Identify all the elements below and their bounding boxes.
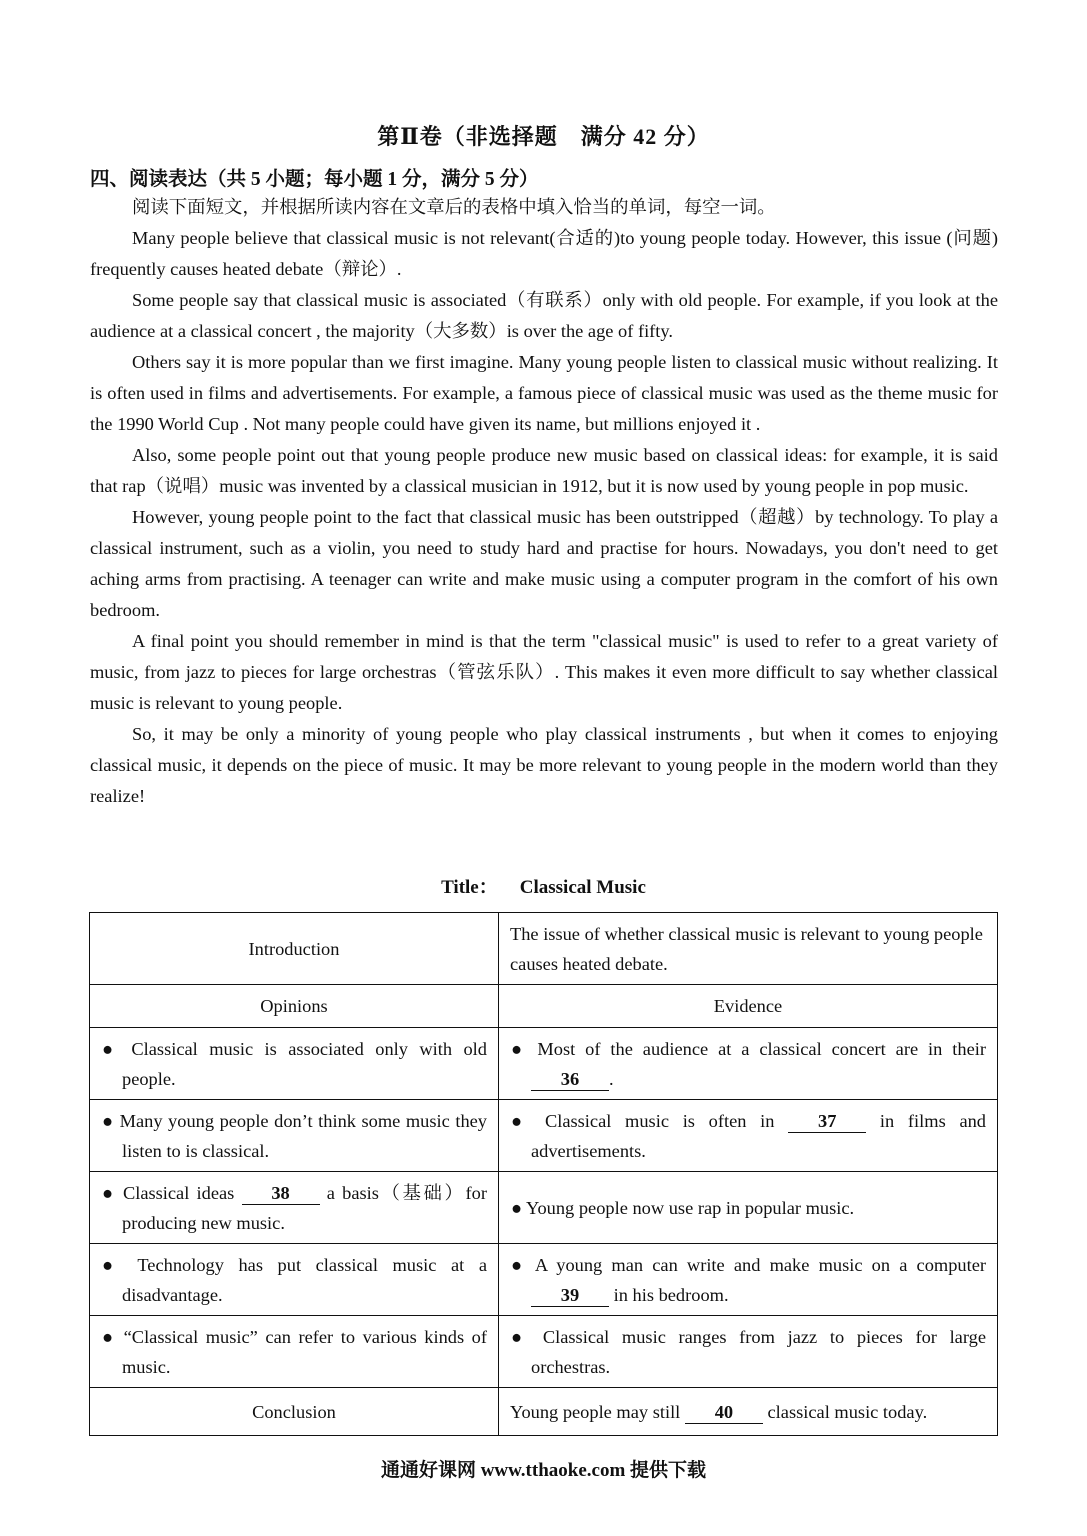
- opinion-text: Technology has put classical music at a disadvantage.: [122, 1254, 488, 1305]
- instructions: 阅读下面短文，并根据所读内容在文章后的表格中填入恰当的单词，每空一词。: [132, 197, 776, 217]
- conclusion-text: classical music today.: [767, 1401, 928, 1422]
- evidence-text: A young man can write and make music on a computer: [534, 1254, 986, 1275]
- paragraph: So, it may be only a minority of young people who play classical instruments , but when it comes to enjoying classical music, it depends on the piece of music. It may be more relevant to young people in the modern world than they realize!: [90, 724, 998, 806]
- paragraph: Some people say that classical music is associated（有联系）only with old people. For example, if you look at the audience at a classical concert , the majority（大多数）is over the age of fifty.: [90, 290, 998, 341]
- evidence-cell: [499, 1028, 998, 1100]
- evidence-text: Young people now use rap in popular music.: [526, 1197, 855, 1218]
- answer-blank-37[interactable]: 37: [788, 1110, 866, 1133]
- opinion-cell: [90, 1172, 499, 1244]
- opinion-cell: [90, 1100, 499, 1172]
- opinion-cell: [90, 1316, 499, 1388]
- bullet-icon: ●: [511, 1038, 528, 1059]
- table-row: [90, 1244, 998, 1316]
- table-row: [90, 1316, 998, 1388]
- outline-table: [89, 912, 998, 1436]
- evidence-header: Evidence: [499, 985, 998, 1028]
- evidence-text: in his bedroom.: [613, 1284, 729, 1305]
- paragraph: A final point you should remember in mind is that the term "classical music" is used to refer to a great variety of music, from jazz to pieces for large orchestras（管弦乐队）. This makes it even more difficult to say whether classical music is relevant to young people.: [90, 631, 998, 713]
- opinion-text: a basis（基础）for producing new music.: [122, 1182, 487, 1233]
- evidence-text: Classical music is often in: [544, 1110, 775, 1131]
- opinion-cell: [90, 1028, 499, 1100]
- evidence-cell: [499, 1316, 998, 1388]
- bullet-icon: ●: [511, 1197, 523, 1218]
- paragraph: Many people believe that classical music is not relevant(合适的)to young people today. However, this issue (问题) frequently causes heated debate（辩论）.: [90, 228, 998, 279]
- evidence-text: Classical music ranges from jazz to pieces for large orchestras.: [531, 1326, 986, 1377]
- table-title-value: Classical Music: [519, 877, 646, 898]
- evidence-cell: [499, 1244, 998, 1316]
- evidence-cell: [499, 1100, 998, 1172]
- bullet-icon: ●: [102, 1038, 120, 1059]
- bullet-icon: ●: [511, 1110, 532, 1131]
- opinion-text: Many young people don’t think some music they listen to is classical.: [119, 1110, 487, 1161]
- paragraph: Others say it is more popular than we first imagine. Many young people listen to classical music without realizing. It is often used in films and advertisements. For example, a famous piece of classical music was used as the theme music for the 1990 World Cup . Not many people could have given its name, but millions enjoyed it .: [90, 352, 998, 434]
- bullet-icon: ●: [102, 1110, 115, 1131]
- table-row: [90, 985, 998, 1028]
- section-heading: 四、阅读表达（共 5 小题；每小题 1 分，满分 5 分）: [90, 169, 539, 190]
- opinion-cell: [90, 1244, 499, 1316]
- conclusion-cell: [499, 1388, 998, 1436]
- bullet-icon: ●: [511, 1254, 527, 1275]
- evidence-text: in films and advertisements.: [531, 1110, 987, 1161]
- conclusion-text: Young people may still: [510, 1401, 681, 1422]
- evidence-text: Most of the audience at a classical concert are in their: [537, 1038, 986, 1059]
- table-row: [90, 913, 998, 985]
- table-title: [0, 872, 1087, 899]
- answer-blank-40[interactable]: 40: [685, 1401, 763, 1424]
- intro-text: The issue of whether classical music is relevant to young people causes heated debate.: [499, 913, 998, 985]
- table-row: [90, 1172, 998, 1244]
- table-title-label: Title：: [441, 877, 498, 898]
- paragraph: Also, some people point out that young people produce new music based on classical ideas: for example, it is said that rap（说唱）music was invented by a classical musician in 1912, but it is now used by young people in pop music.: [90, 445, 998, 496]
- paragraph: However, young people point to the fact that classical music has been outstripped（超越）by technology. To play a classical instrument, such as a violin, you need to study hard and practise for hours. Nowadays, you don't need to get aching arms from practising. A teenager can write and make music using a computer program in the comfort of his own bedroom.: [90, 507, 998, 620]
- opinion-text: Classical music is associated only with old people.: [122, 1038, 487, 1089]
- opinions-header: Opinions: [90, 985, 499, 1028]
- table-row: [90, 1100, 998, 1172]
- bullet-icon: ●: [102, 1182, 116, 1203]
- answer-blank-38[interactable]: 38: [242, 1182, 320, 1205]
- answer-blank-36[interactable]: 36: [531, 1068, 609, 1091]
- evidence-cell: [499, 1172, 998, 1244]
- opinion-text: “Classical music” can refer to various kinds of music.: [122, 1326, 488, 1377]
- passage: [90, 192, 998, 812]
- intro-label: Introduction: [90, 913, 499, 985]
- evidence-text: .: [609, 1068, 614, 1089]
- table-row: [90, 1028, 998, 1100]
- answer-blank-39[interactable]: 39: [531, 1284, 609, 1307]
- table-row: [90, 1388, 998, 1436]
- opinion-text: Classical ideas: [122, 1182, 235, 1203]
- page-title: 第Ⅱ卷（非选择题 满分 42 分）: [377, 124, 710, 149]
- bullet-icon: ●: [511, 1326, 531, 1347]
- conclusion-label: Conclusion: [90, 1388, 499, 1436]
- footer-source: 通通好课网 www.tthaoke.com 提供下载: [380, 1460, 707, 1481]
- bullet-icon: ●: [102, 1254, 124, 1275]
- bullet-icon: ●: [102, 1326, 117, 1347]
